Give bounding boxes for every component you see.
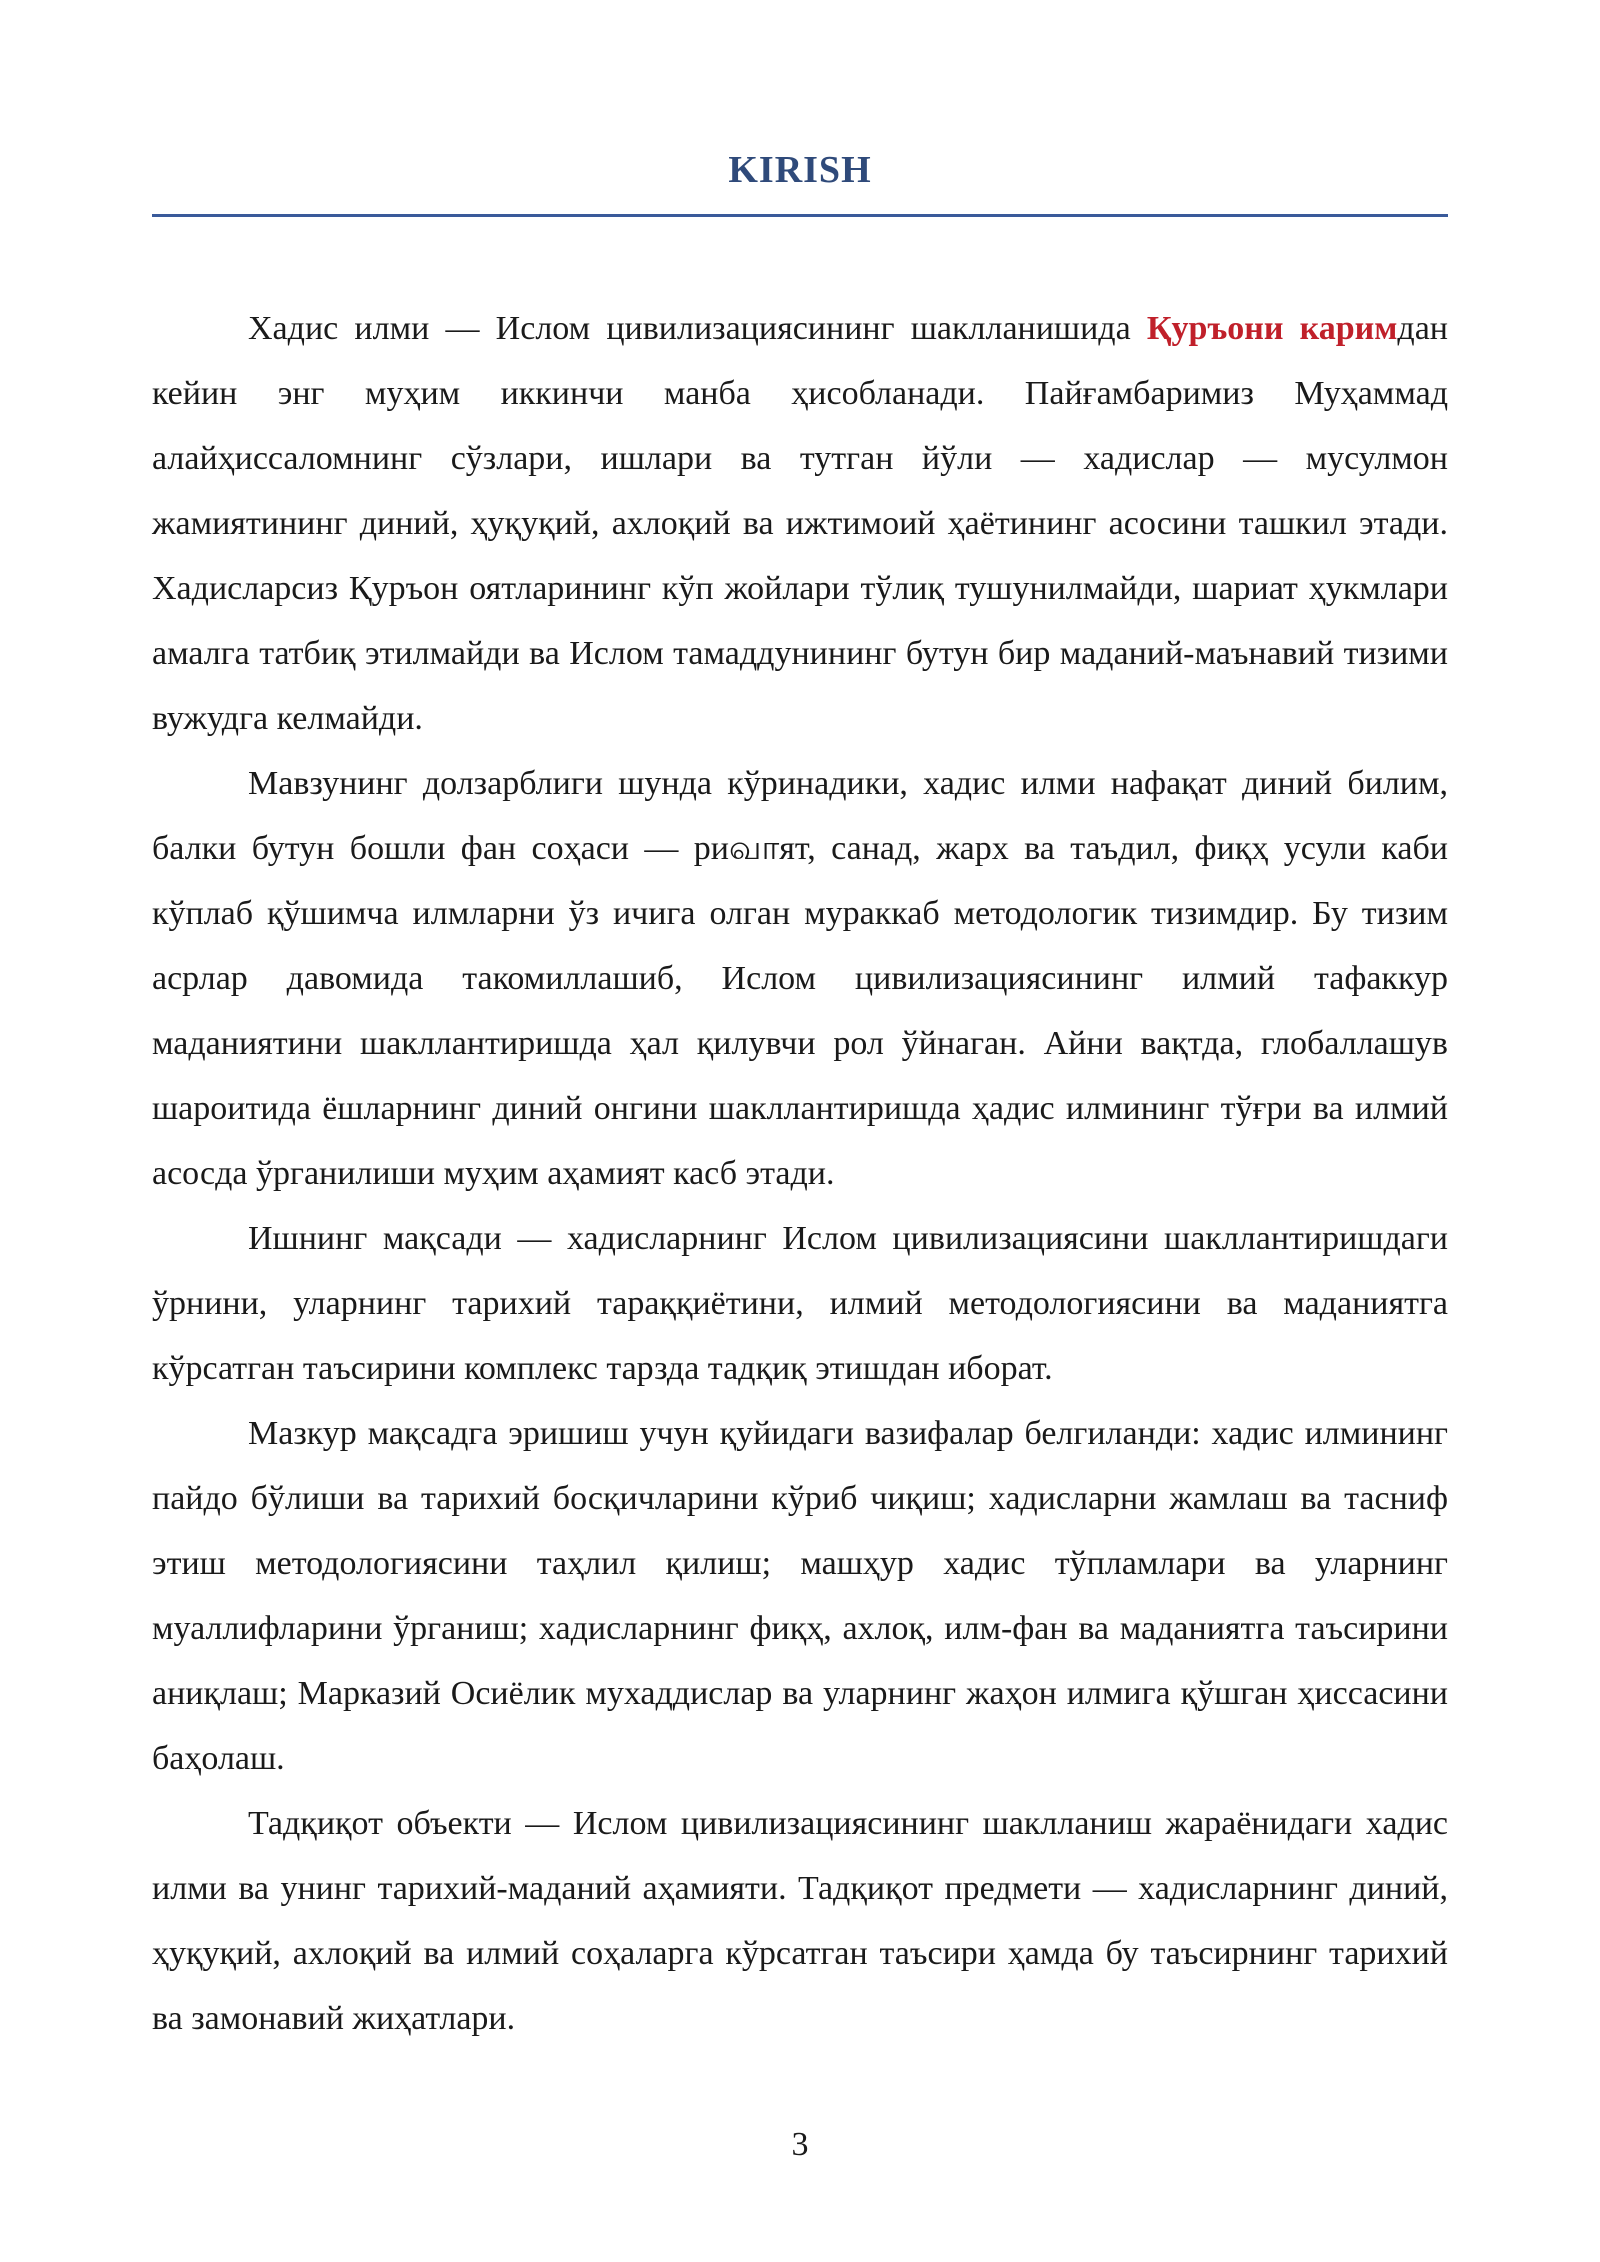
page-number: 3 (791, 2126, 809, 2163)
paragraph-tasks: Мазкур мақсадга эришиш учун қуйидаги вазифалар белгиланди: хадис илмининг пайдо бўлиши ва тарихий босқичларини кўриб чиқиш; хадисларни жамлаш ва тасниф этиш методологиясини таҳлил қилиш; машҳур хадис тўпламлари ва уларнинг муаллифларини ўрганиш; хадисларнинг фиқҳ, ахлоқ, илм-фан ва маданиятга таъсирини аниқлаш; Марказий Осиёлик мухаддислар ва уларнинг жаҳон илмига қўшган ҳиссасини баҳолаш. (152, 1415, 1448, 1777)
document-page (152, 0, 1448, 2262)
body-text (152, 296, 1448, 2051)
paragraph-relevance: Мавзунинг долзарблиги шунда кўринадики, хадис илми нафақат диний билим, балки бутун бошли фан соҳаси — риவாят, санад, жарх ва таъдил, фиқҳ усули каби кўплаб қўшимча илмларни ўз ичига олган мураккаб методологик тизимдир. Бу тизим асрлар давомида такомиллашиб, Ислом цивилизациясининг илмий тафаккур маданиятини шакллантиришда ҳал қилувчи рол ўйнаган. Айни вақтда, глобаллашув шароитида ёшларнинг диний онгини шакллантиришда ҳадис илмининг тўғри ва илмий асосда ўрганилиши муҳим аҳамият касб этади. (152, 765, 1448, 1192)
paragraph-intro-start: Хадис илми — Ислом цивилизациясининг шаклланишида (248, 310, 1147, 347)
paragraph-object-subject: Тадқиқот объекти — Ислом цивилизациясининг шаклланиш жараёнидаги хадис илми ва унинг тарихий-маданий аҳамияти. Тадқиқот предмети — хадисларнинг диний, ҳуқуқий, ахлоқий ва илмий соҳаларга кўрсатган таъсири ҳамда бу таъсирнинг тарихий ва замонавий жиҳатлари. (152, 1805, 1448, 2037)
paragraph-goal: Ишнинг мақсади — хадисларнинг Ислом цивилизациясини шакллантиришдаги ўрнини, уларнинг тарихий тараққиётини, илмий методологиясини ва маданиятга кўрсатган таъсирини комплекс тарзда тадқиқ этишдан иборат. (152, 1220, 1448, 1387)
section-heading: KIRISH (728, 149, 872, 191)
heading-underline (152, 214, 1448, 217)
quran-emphasis: Қуръони карим (1146, 310, 1398, 347)
paragraph-intro (152, 296, 1448, 751)
paragraph-intro-rest: дан кейин энг муҳим иккинчи манба ҳисобланади. Пайғамбаримиз Муҳаммад алайҳиссаломнинг сўзлари, ишлари ва тутган йўли — хадислар — мусулмон жамиятининг диний, ҳуқуқий, ахлоқий ва ижтимоий ҳаётининг асосини ташкил этади. Хадисларсиз Қуръон оятларининг кўп жойлари тўлиқ тушунилмайди, шариат ҳукмлари амалга татбиқ этилмайди ва Ислом тамаддунининг бутун бир маданий-маънавий тизими вужудга келмайди. (152, 310, 1448, 737)
